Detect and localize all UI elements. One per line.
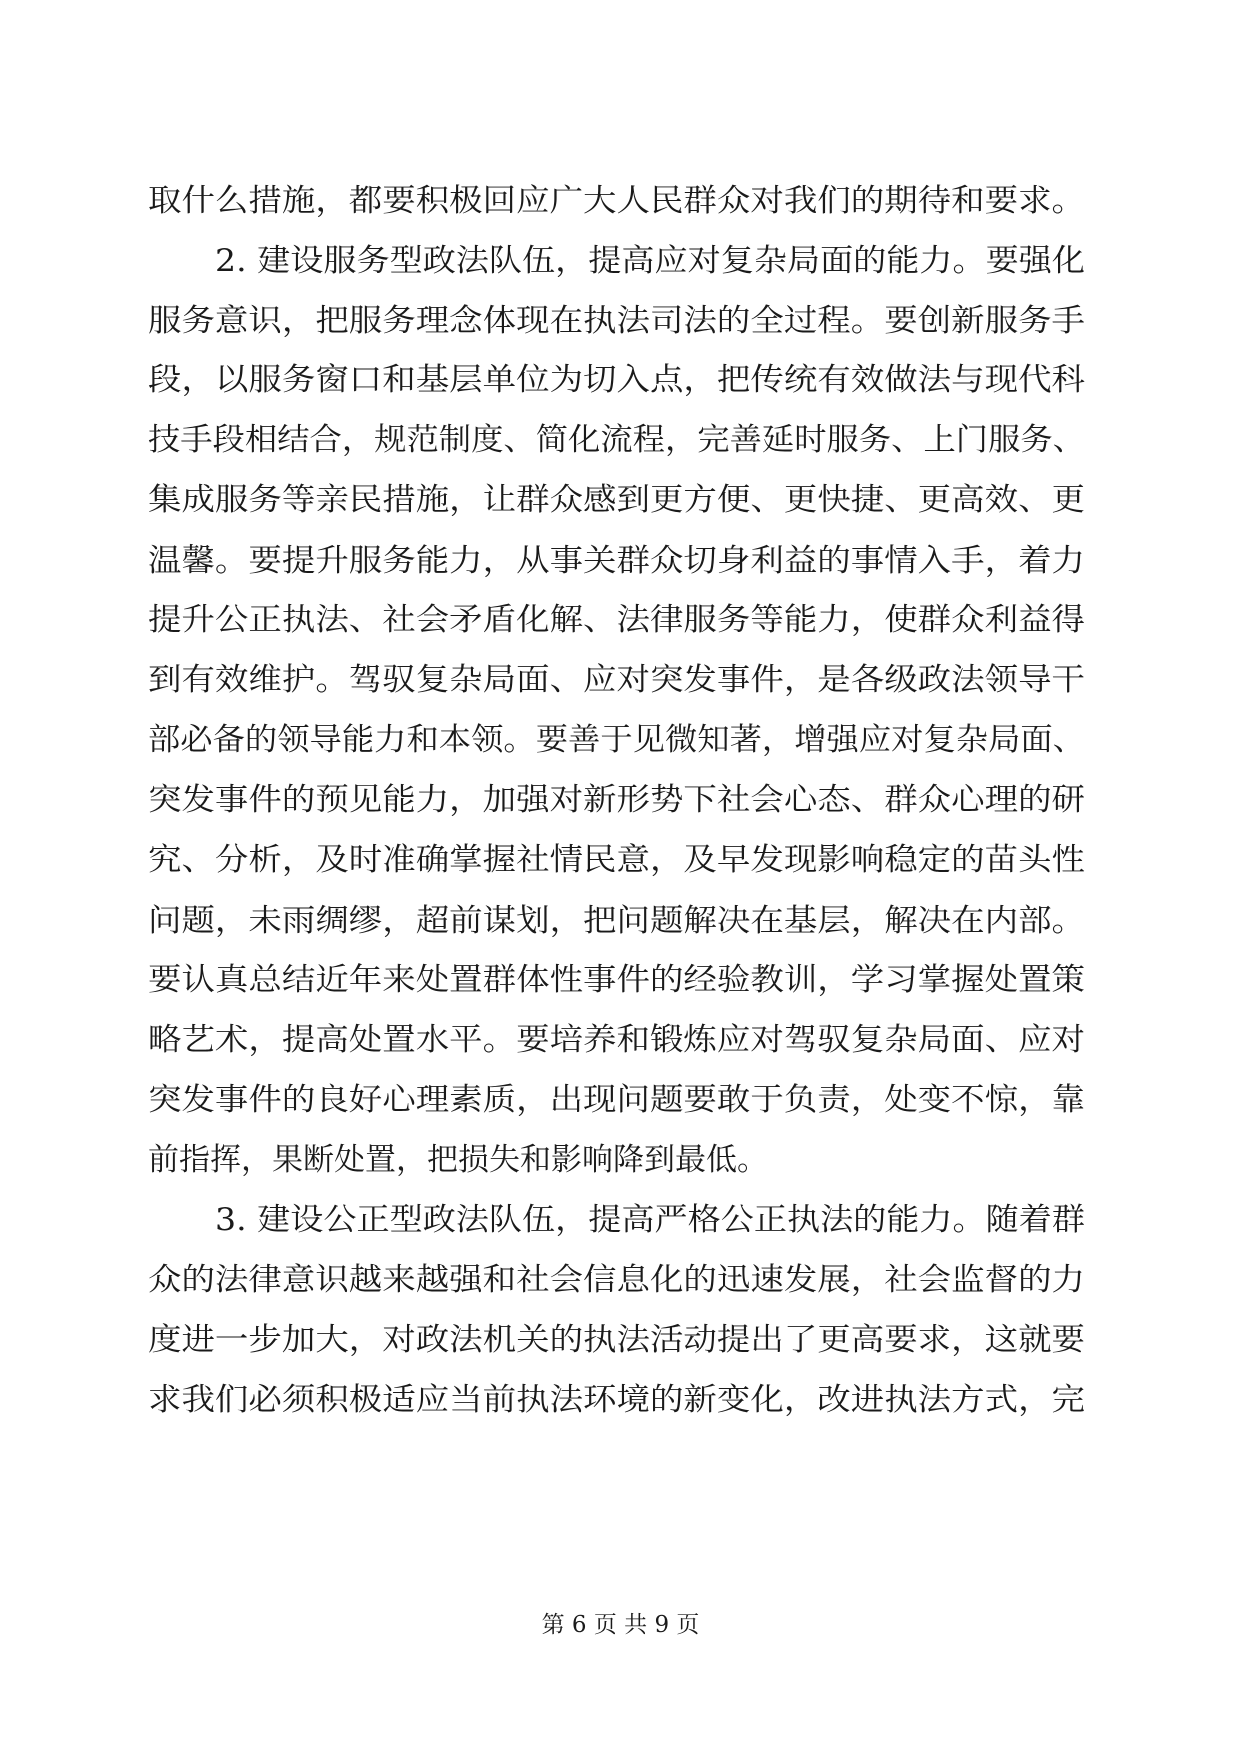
text-line-content: 究、分析，及时准确掌握社情民意，及早发现影响稳定的苗头性 — [148, 842, 1085, 878]
text-line-content: 技手段相结合，规范制度、简化流程，完善延时服务、上门服务、 — [148, 422, 1085, 458]
text-line-content: 要认真总结近年来处置群体性事件的经验教训，学习掌握处置策 — [148, 962, 1085, 998]
text-line-content: 突发事件的良好心理素质，出现问题要敢于负责，处变不惊，靠 — [148, 1082, 1085, 1118]
text-line-content: 部必备的领导能力和本领。要善于见微知著，增强应对复杂局面、 — [148, 722, 1085, 758]
page-footer: 第 6 页 共 9 页 — [541, 1612, 700, 1638]
text-line — [0, 1310, 1241, 1370]
text-line-content: 到有效维护。驾驭复杂局面、应对突发事件，是各级政法领导干 — [148, 662, 1085, 698]
text-line — [0, 950, 1241, 1010]
text-line — [0, 171, 1241, 231]
text-line — [0, 531, 1241, 591]
text-line — [0, 1010, 1241, 1070]
text-line — [0, 1370, 1241, 1430]
text-line-content: 前指挥，果断处置，把损失和影响降到最低。 — [148, 1142, 768, 1178]
text-line-content: 服务意识，把服务理念体现在执法司法的全过程。要创新服务手 — [148, 303, 1085, 339]
text-line — [0, 350, 1241, 410]
text-line — [0, 590, 1241, 650]
text-line — [0, 1070, 1241, 1130]
text-line — [0, 1250, 1241, 1310]
text-line-content: 段，以服务窗口和基层单位为切入点，把传统有效做法与现代科 — [148, 362, 1085, 398]
text-line — [0, 770, 1241, 830]
text-line — [0, 710, 1241, 770]
text-line — [0, 291, 1241, 351]
text-line — [0, 891, 1241, 951]
text-line — [0, 470, 1241, 530]
text-line-content: 求我们必须积极适应当前执法环境的新变化，改进执法方式，完 — [148, 1382, 1085, 1418]
text-line-content: 集成服务等亲民措施，让群众感到更方便、更快捷、更高效、更 — [148, 482, 1085, 518]
text-line-content: 突发事件的预见能力，加强对新形势下社会心态、群众心理的研 — [148, 782, 1085, 818]
text-line — [0, 231, 1241, 291]
text-line-content: 2. 建设服务型政法队伍，提高应对复杂局面的能力。要强化 — [215, 243, 1085, 279]
text-line-content: 略艺术，提高处置水平。要培养和锻炼应对驾驭复杂局面、应对 — [148, 1022, 1085, 1058]
text-line — [0, 1190, 1241, 1250]
text-line — [0, 650, 1241, 710]
text-line-content: 提升公正执法、社会矛盾化解、法律服务等能力，使群众利益得 — [148, 602, 1085, 638]
text-line-content: 温馨。要提升服务能力，从事关群众切身利益的事情入手，着力 — [148, 543, 1085, 579]
text-line — [0, 1130, 1241, 1190]
text-line-content: 度进一步加大，对政法机关的执法活动提出了更高要求，这就要 — [148, 1322, 1085, 1358]
text-line-content: 问题，未雨绸缪，超前谋划，把问题解决在基层，解决在内部。 — [148, 903, 1085, 939]
text-line — [0, 410, 1241, 470]
text-line — [0, 830, 1241, 890]
text-line-content: 众的法律意识越来越强和社会信息化的迅速发展，社会监督的力 — [148, 1262, 1085, 1298]
text-line-content: 取什么措施，都要积极回应广大人民群众对我们的期待和要求。 — [148, 183, 1085, 219]
text-line-content: 3. 建设公正型政法队伍，提高严格公正执法的能力。随着群 — [215, 1202, 1085, 1238]
